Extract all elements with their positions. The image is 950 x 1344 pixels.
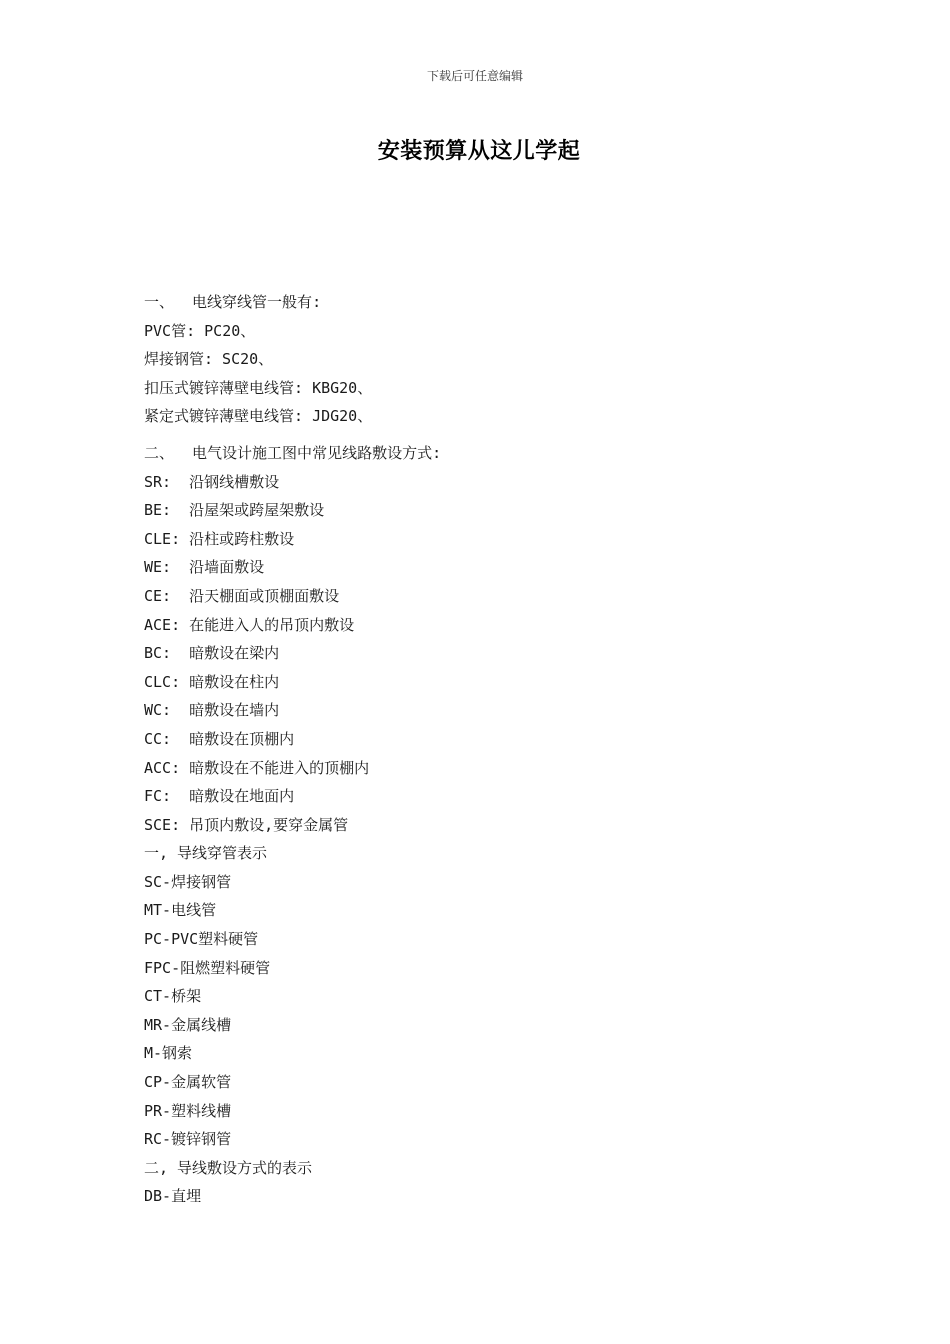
list-item: SCE: 吊顶内敷设,要穿金属管 [144, 815, 349, 834]
list-item: PVC管: PC20、 [144, 321, 256, 340]
list-item: 紧定式镀锌薄壁电线管: JDG20、 [144, 407, 373, 426]
list-item: CT-桥架 [144, 987, 202, 1006]
document-body [144, 288, 844, 1211]
list-item: CC: 暗敷设在顶棚内 [144, 729, 295, 748]
list-item: ACC: 暗敷设在不能进入的顶棚内 [144, 758, 370, 777]
list-item: MR-金属线槽 [144, 1015, 232, 1034]
section-heading: 二、 电气设计施工图中常见线路敷设方式: [144, 443, 442, 462]
list-item: FC: 暗敷设在地面内 [144, 787, 295, 806]
section-conduit-types [144, 288, 844, 431]
list-item: M-钢索 [144, 1044, 193, 1063]
list-item: BE: 沿屋架或跨屋架敷设 [144, 501, 325, 520]
list-item: PC-PVC塑料硬管 [144, 930, 259, 949]
section-heading: 一、 电线穿线管一般有: [144, 293, 322, 311]
list-item: WE: 沿墙面敷设 [144, 558, 265, 577]
list-item: CE: 沿天棚面或顶棚面敷设 [144, 586, 340, 605]
section-spacer [144, 431, 844, 439]
list-item: CP-金属软管 [144, 1073, 232, 1092]
subsection-heading: 二, 导线敷设方式的表示 [144, 1158, 313, 1177]
list-item: WC: 暗敷设在墙内 [144, 701, 280, 720]
page-header-note: 下载后可任意编辑 [426, 69, 523, 83]
document-title: 安装预算从这儿学起 [377, 139, 581, 164]
list-item: CLE: 沿柱或跨柱敷设 [144, 529, 295, 548]
list-item: ACE: 在能进入人的吊顶内敷设 [144, 615, 355, 634]
list-item: MT-电线管 [144, 901, 217, 920]
list-item: FPC-阻燃塑料硬管 [144, 958, 271, 977]
list-item: PR-塑料线槽 [144, 1101, 232, 1120]
list-item: 焊接钢管: SC20、 [144, 350, 274, 369]
list-item: DB-直埋 [144, 1187, 202, 1206]
list-item: BC: 暗敷设在梁内 [144, 644, 280, 663]
section-laying-methods [144, 439, 844, 1211]
list-item: CLC: 暗敷设在柱内 [144, 672, 280, 691]
list-item: RC-镀锌钢管 [144, 1130, 232, 1149]
subsection-heading: 一, 导线穿管表示 [144, 844, 268, 863]
list-item: 扣压式镀锌薄壁电线管: KBG20、 [144, 378, 373, 397]
list-item: SR: 沿钢线槽敷设 [144, 472, 280, 491]
list-item: SC-焊接钢管 [144, 872, 232, 891]
